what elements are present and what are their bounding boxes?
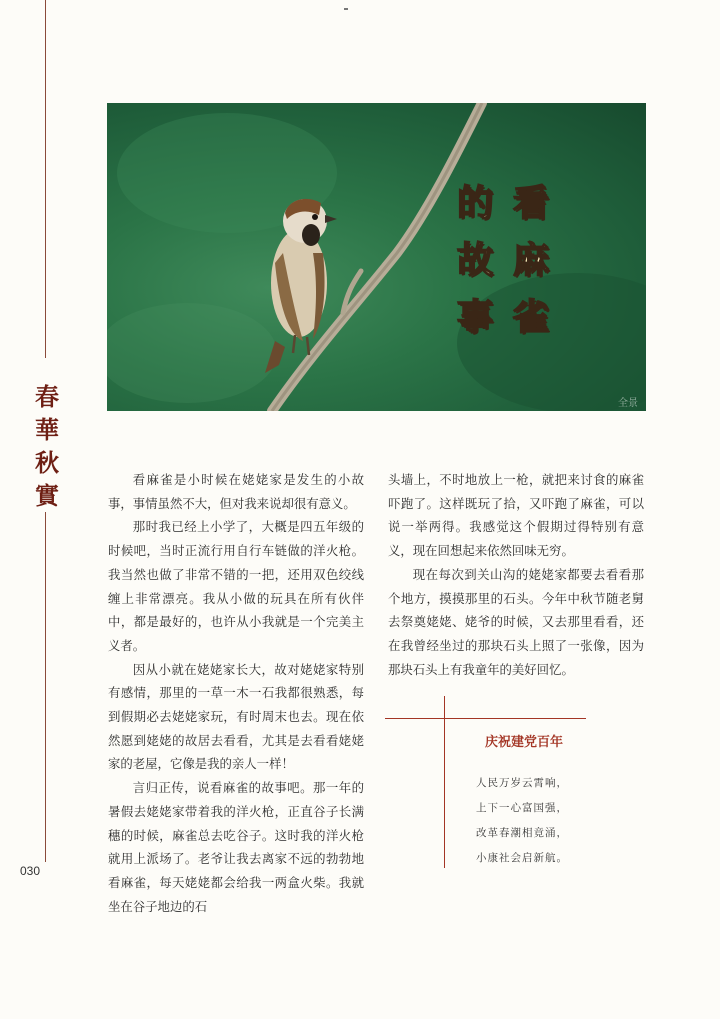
- hero-title-column-2: [452, 175, 498, 346]
- margin-rule-bottom: [45, 512, 46, 862]
- poem-line: 小康社会启新航。: [476, 852, 568, 864]
- article-paragraph: 言归正传，说看麻雀的故事吧。那一年的暑假去姥姥家带着我的洋火枪，正直谷子长满穗的时候，麻雀总去吃谷子。这时我的洋火枪就用上派场了。老爷让我去离家不远的勃勃地看麻雀，每天姥姥都会给我一两盒火柴。我就坐在谷子地边的石: [108, 780, 364, 914]
- article-column-right: [388, 468, 644, 681]
- margin-rule-top: [45, 0, 46, 358]
- sparrow-illustration: [107, 103, 646, 411]
- hero-title-char: 故: [456, 240, 493, 281]
- column-title-char: 秋: [35, 448, 59, 477]
- article-paragraph: 看麻雀是小时候在姥姥家是发生的小故事，事情虽然不大，但对我来说却很有意义。: [108, 472, 364, 511]
- article-paragraph: 那时我已经上小学了，大概是四五年级的时候吧，当时正流行用自行车链做的洋火枪。我当然也做了非常不错的一把，还用双色绞线缠上非常漂亮。我从小做的玩具在所有伙伴中，都是最好的，也许从小我就是一个完美主义者。: [108, 519, 364, 653]
- poem-line: 上下一心富国强，: [476, 802, 568, 814]
- hero-title-char: 麻: [512, 240, 549, 281]
- poem-body: [476, 771, 568, 871]
- hero-title-char: 事: [456, 297, 493, 338]
- column-title: [30, 380, 64, 512]
- column-title-char: 春: [35, 382, 59, 411]
- page-number: 030: [20, 864, 41, 878]
- poem-rule-vertical: [444, 696, 445, 868]
- hero-image: [107, 103, 646, 411]
- poem-title: 庆祝建党百年: [484, 735, 563, 750]
- hero-title-char: 雀: [512, 297, 549, 338]
- poem-rule-horizontal: [385, 718, 586, 719]
- poem-line: 改革春潮相竟涌，: [476, 827, 568, 839]
- hero-title-column-1: [508, 175, 554, 346]
- article-paragraph: 头墙上，不时地放上一枪，就把来讨食的麻雀吓跑了。这样既玩了拾，又吓跑了麻雀，可以说一举两得。我感觉这个假期过得特别有意义，现在回想起来依然回味无穷。: [388, 472, 644, 559]
- hero-title-char: 看: [512, 183, 549, 224]
- column-title-char: 華: [35, 415, 59, 444]
- hero-title-char: 的: [456, 183, 493, 224]
- print-mark: [344, 8, 348, 10]
- poem-line: 人民万岁云霄响，: [476, 777, 568, 789]
- article-paragraph: 现在每次到关山沟的姥姥家都要去看看那个地方，摸摸那里的石头。今年中秋节随老舅去祭奠姥姥、姥爷的时候，又去那里看看，还在我曾经坐过的那块石头上照了一张像，因为那块石头上有我童年的美好回忆。: [388, 566, 644, 677]
- image-watermark: 全景: [618, 398, 638, 409]
- article-paragraph: 因从小就在姥姥家长大，故对姥姥家特别有感情，那里的一草一木一石我都很熟悉，每到假期必去姥姥家玩，有时周末也去。现在依然愿到姥姥的故居去看看，尤其是去看看姥姥家的老屋，它像是我的亲人一样！: [108, 661, 364, 772]
- column-title-char: 實: [35, 481, 59, 510]
- article-column-left: [108, 468, 364, 918]
